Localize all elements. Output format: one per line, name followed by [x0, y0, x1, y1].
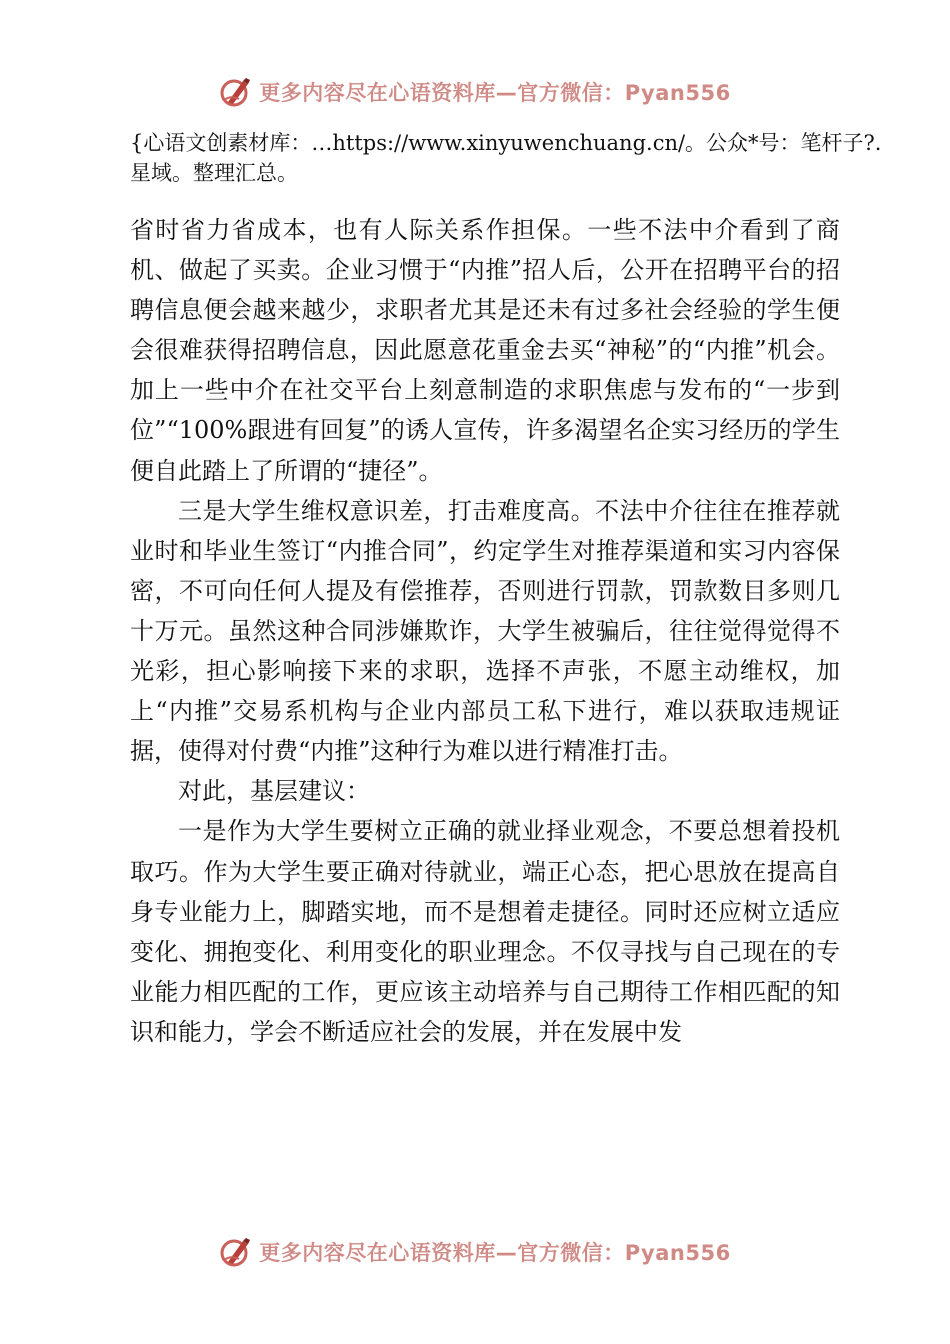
paragraph: 省时省力省成本，也有人际关系作担保。一些不法中介看到了商机、做起了买卖。企业习惯于“内推”招人后，公开在招聘平台的招聘信息便会越来越少，求职者尤其是还未有过多社会经验的学生便会很难获得招聘信息，因此愿意花重金去买“神秘”的“内推”机会。加上一些中介在社交平台上刻意制造的求职焦虑与发布的“一步到位”“100%跟进有回复”的诱人宣传，许多渴望名企实习经历的学生便自此踏上了所谓的“捷径”。	[130, 216, 840, 485]
bottom-banner	[0, 1232, 950, 1272]
article-body	[130, 210, 840, 1052]
top-banner	[0, 72, 950, 112]
pen-nib-logo-icon	[219, 1235, 253, 1269]
pen-nib-logo-icon	[219, 75, 253, 109]
paragraph: 三是大学生维权意识差，打击难度高。不法中介往往在推荐就业时和毕业生签订“内推合同”，约定学生对推荐渠道和实习内容保密，不可向任何人提及有偿推荐，否则进行罚款，罚款数目多则几十万元。虽然这种合同涉嫌欺诈，大学生被骗后，往往觉得觉得不光彩，担心影响接下来的求职，选择不声张，不愿主动维权，加上“内推”交易系机构与企业内部员工私下进行，难以获取违规证据，使得对付费“内推”这种行为难以进行精准打击。	[130, 496, 840, 766]
source-note: {心语文创素材库：…https://www.xinyuwenchuang.cn/。公众*号：笔杆子?.星域。整理汇总。	[130, 131, 882, 185]
paragraph: 对此，基层建议：	[178, 777, 370, 806]
paragraph: 一是作为大学生要树立正确的就业择业观念，不要总想着投机取巧。作为大学生要正确对待就业，端正心态，把心思放在提高自身专业能力上，脚踏实地，而不是想着走捷径。同时还应树立适应变化、拥抱变化、利用变化的职业理念。不仅寻找与自己现在的专业能力相匹配的工作，更应该主动培养与自己期待工作相匹配的知识和能力，学会不断适应社会的发展，并在发展中发	[130, 817, 840, 1046]
banner-text: 更多内容尽在心语资料库—官方微信：Pyan556	[259, 81, 731, 105]
banner-text: 更多内容尽在心语资料库—官方微信：Pyan556	[259, 1241, 731, 1265]
